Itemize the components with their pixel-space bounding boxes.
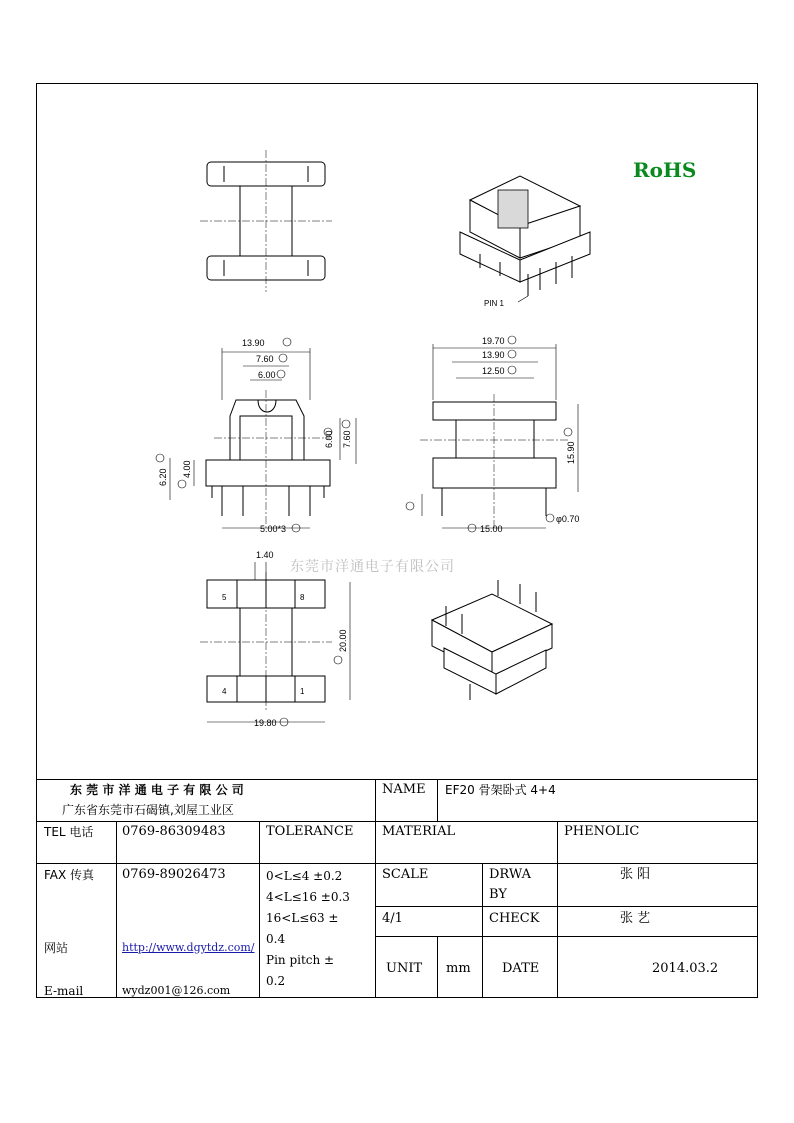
- check-value: 张 艺: [620, 911, 651, 926]
- dim-7-60-v: 7.60: [342, 430, 352, 448]
- web-link[interactable]: http://www.dgytdz.com/: [122, 941, 255, 954]
- pin-number-4: 4: [222, 687, 227, 696]
- material-label: MATERIAL: [382, 824, 456, 839]
- front-view: [156, 338, 356, 534]
- iso-view-top: [460, 176, 590, 308]
- date-value: 2014.03.2: [652, 961, 719, 976]
- check-label: CHECK: [489, 911, 540, 926]
- dim-15-00: 15.00: [480, 524, 503, 534]
- dim-6-00-v: 6.00: [324, 430, 334, 448]
- dim-pin-dia: φ0.70: [556, 514, 580, 524]
- fax-value: 0769-89026473: [122, 867, 226, 882]
- email-label: E-mail: [44, 984, 84, 998]
- tol-line-6: 0.2: [266, 974, 286, 988]
- scale-value: 4/1: [382, 911, 403, 926]
- date-label: DATE: [502, 961, 540, 976]
- unit-label: UNIT: [386, 961, 423, 976]
- tol-line-2: 4<L≤16 ±0.3: [266, 890, 350, 904]
- company-name: 东 莞 市 洋 通 电 子 有 限 公 司: [70, 783, 244, 797]
- dim-19-80: 19.80: [254, 718, 277, 728]
- dim-13-90: 13.90: [242, 338, 265, 348]
- name-value: EF20 骨架卧式 4+4: [445, 783, 556, 797]
- fax-label: FAX 传真: [44, 868, 95, 882]
- dim-6-00: 6.00: [258, 370, 276, 380]
- tolerance-label: TOLERANCE: [266, 824, 354, 839]
- pin-number-5: 5: [222, 593, 227, 602]
- dim-7-60: 7.60: [256, 354, 274, 364]
- pin1-label: PIN 1: [484, 299, 505, 308]
- material-value: PHENOLIC: [564, 824, 640, 839]
- dim-13-90-side: 13.90: [482, 350, 505, 360]
- dim-1-40: 1.40: [256, 550, 274, 560]
- dim-19-70: 19.70: [482, 336, 505, 346]
- drwa-label-2: BY: [489, 887, 507, 902]
- dim-20-00: 20.00: [338, 629, 348, 652]
- watermark: 东莞市洋通电子有限公司: [290, 559, 455, 575]
- dim-pitch: 5.00*3: [260, 524, 287, 534]
- tel-value: 0769-86309483: [122, 824, 226, 839]
- rohs-mark: RoHS: [633, 158, 697, 182]
- bottom-view: [200, 550, 350, 728]
- drawn-by-value: 张 阳: [620, 867, 651, 882]
- tol-line-4: 0.4: [266, 932, 286, 946]
- unit-value: mm: [446, 961, 471, 976]
- email-value: wydz001@126.com: [122, 984, 231, 997]
- tol-line-1: 0<L≤4 ±0.2: [266, 869, 343, 883]
- scale-label: SCALE: [382, 867, 429, 882]
- dim-4-00: 4.00: [182, 460, 192, 478]
- tel-label: TEL 电话: [44, 825, 94, 839]
- tol-line-5: Pin pitch ±: [266, 953, 335, 967]
- side-view: [406, 336, 579, 534]
- dim-12-50: 12.50: [482, 366, 505, 376]
- name-label: NAME: [382, 782, 426, 797]
- web-label: 网站: [44, 941, 69, 955]
- tol-line-3: 16<L≤63 ±: [266, 911, 339, 925]
- drwa-label-1: DRWA: [489, 867, 532, 882]
- pin-number-1: 1: [300, 687, 305, 696]
- dim-6-20: 6.20: [158, 468, 168, 486]
- tolerance-values: [266, 866, 350, 992]
- pin-number-8: 8: [300, 593, 305, 602]
- top-view: [200, 150, 332, 292]
- dim-15-90: 15.90: [566, 441, 576, 464]
- iso-view-bottom: [432, 580, 552, 700]
- company-address: 广东省东莞市石碣镇,刘屋工业区: [62, 803, 234, 817]
